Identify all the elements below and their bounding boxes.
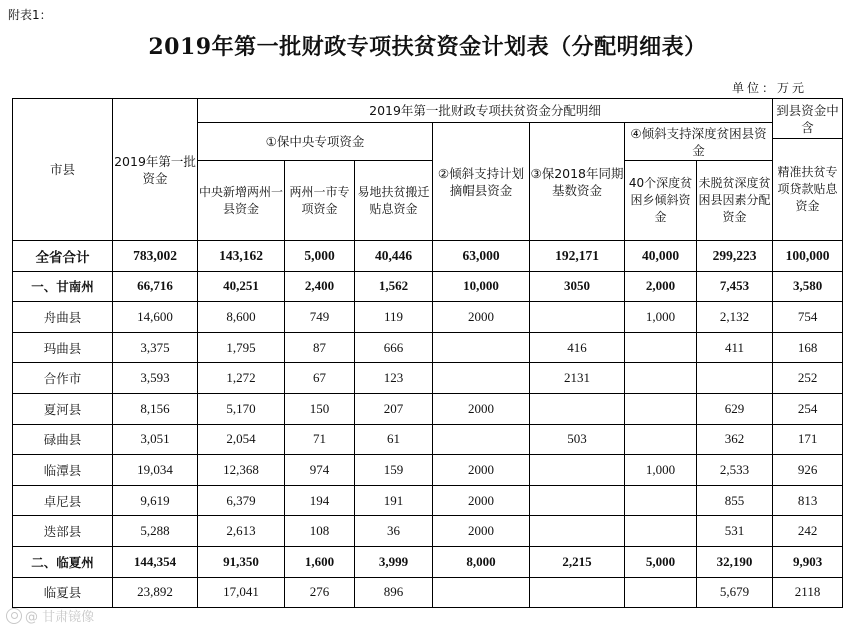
table-cell: 108 <box>285 516 355 547</box>
table-cell: 3,999 <box>355 546 433 577</box>
table-cell: 3050 <box>530 271 625 302</box>
table-cell: 2000 <box>433 393 530 424</box>
prefecture-row <box>13 271 843 302</box>
table-cell: 783,002 <box>113 241 198 272</box>
table-row <box>13 424 843 455</box>
table-row <box>13 516 843 547</box>
unit-label: 单位：万元 <box>731 81 807 95</box>
table-cell: 12,368 <box>198 455 285 486</box>
total-row <box>13 241 843 272</box>
table-cell: 1,562 <box>355 271 433 302</box>
row-name-cell: 一、甘南州 <box>13 271 113 302</box>
table-cell: 2000 <box>433 485 530 516</box>
table-cell: 23,892 <box>113 577 198 608</box>
header-central-new: 中央新增两州一县资金 <box>198 161 285 241</box>
table-cell <box>697 363 773 394</box>
table-cell <box>625 393 697 424</box>
table-cell: 2000 <box>433 516 530 547</box>
table-cell <box>530 302 625 333</box>
table-cell <box>625 485 697 516</box>
row-name-cell: 卓尼县 <box>13 485 113 516</box>
table-cell: 119 <box>355 302 433 333</box>
table-cell: 100,000 <box>773 241 843 272</box>
table-cell: 123 <box>355 363 433 394</box>
prefecture-row <box>13 546 843 577</box>
table-cell: 144,354 <box>113 546 198 577</box>
table-header <box>13 99 843 241</box>
table-cell <box>625 577 697 608</box>
table-cell <box>433 424 530 455</box>
table-cell: 67 <box>285 363 355 394</box>
row-name-cell: 碌曲县 <box>13 424 113 455</box>
table-cell: 9,903 <box>773 546 843 577</box>
table-cell: 168 <box>773 332 843 363</box>
page-title: 2019年第一批财政专项扶贫资金计划表（分配明细表） <box>148 34 707 60</box>
table-cell: 1,600 <box>285 546 355 577</box>
table-cell: 5,679 <box>697 577 773 608</box>
table-cell: 276 <box>285 577 355 608</box>
table-cell: 61 <box>355 424 433 455</box>
table-cell: 91,350 <box>198 546 285 577</box>
header-two-states: 两州一市专项资金 <box>285 161 355 241</box>
table-cell: 926 <box>773 455 843 486</box>
header-county-group: 到县资金中含 <box>773 99 843 139</box>
table-cell: 299,223 <box>697 241 773 272</box>
row-name-cell: 临夏县 <box>13 577 113 608</box>
watermark <box>6 606 94 625</box>
table-cell: 666 <box>355 332 433 363</box>
table-cell: 3,051 <box>113 424 198 455</box>
table-cell <box>625 332 697 363</box>
table-cell: 7,453 <box>697 271 773 302</box>
table-cell: 2,215 <box>530 546 625 577</box>
table-cell: 2,132 <box>697 302 773 333</box>
table-cell: 8,000 <box>433 546 530 577</box>
row-name-cell: 夏河县 <box>13 393 113 424</box>
row-name-cell: 全省合计 <box>13 241 113 272</box>
table-cell: 40,251 <box>198 271 285 302</box>
header-precise-loan: 精准扶贫专项贷款贴息资金 <box>773 139 843 241</box>
table-row <box>13 455 843 486</box>
table-cell: 2000 <box>433 455 530 486</box>
table-cell: 1,795 <box>198 332 285 363</box>
table-cell <box>433 363 530 394</box>
table-cell: 32,190 <box>697 546 773 577</box>
table-cell: 896 <box>355 577 433 608</box>
table-row <box>13 363 843 394</box>
header-base-2018: ③保2018年同期基数资金 <box>530 123 625 241</box>
table-cell: 3,593 <box>113 363 198 394</box>
table-cell: 10,000 <box>433 271 530 302</box>
table-cell: 749 <box>285 302 355 333</box>
table-cell: 66,716 <box>113 271 198 302</box>
row-name-cell: 二、临夏州 <box>13 546 113 577</box>
table-cell: 159 <box>355 455 433 486</box>
row-name-cell: 玛曲县 <box>13 332 113 363</box>
table-cell: 5,288 <box>113 516 198 547</box>
header-batch1: 2019年第一批资金 <box>113 99 198 241</box>
table-cell: 17,041 <box>198 577 285 608</box>
table-row <box>13 577 843 608</box>
table-cell <box>625 363 697 394</box>
table-cell: 254 <box>773 393 843 424</box>
table-cell: 5,000 <box>285 241 355 272</box>
table-cell: 191 <box>355 485 433 516</box>
table-cell: 411 <box>697 332 773 363</box>
table-cell: 40,446 <box>355 241 433 272</box>
allocation-table <box>12 98 843 608</box>
table-cell <box>530 455 625 486</box>
table-cell: 63,000 <box>433 241 530 272</box>
table-cell <box>530 485 625 516</box>
table-cell: 192,171 <box>530 241 625 272</box>
table-cell: 2131 <box>530 363 625 394</box>
table-cell: 503 <box>530 424 625 455</box>
table-cell: 5,170 <box>198 393 285 424</box>
table-cell: 40,000 <box>625 241 697 272</box>
watermark-text: @ 甘肃镜像 <box>25 610 95 625</box>
table-cell: 2,533 <box>697 455 773 486</box>
table-cell: 19,034 <box>113 455 198 486</box>
table-cell: 71 <box>285 424 355 455</box>
watermark-logo-icon <box>6 608 22 624</box>
table-cell: 974 <box>285 455 355 486</box>
header-city: 市县 <box>13 99 113 241</box>
header-relocation: 易地扶贫搬迁贴息资金 <box>355 161 433 241</box>
table-cell: 36 <box>355 516 433 547</box>
header-deep-factor: 未脱贫深度贫困县因素分配资金 <box>697 161 773 241</box>
table-cell: 8,156 <box>113 393 198 424</box>
table-cell: 362 <box>697 424 773 455</box>
table-cell: 87 <box>285 332 355 363</box>
table-cell: 5,000 <box>625 546 697 577</box>
header-deep-40: 40个深度贫困乡倾斜资金 <box>625 161 697 241</box>
table-cell <box>625 516 697 547</box>
header-deep-group: ④倾斜支持深度贫困县资金 <box>625 123 773 161</box>
table-cell <box>433 577 530 608</box>
table-cell: 3,580 <box>773 271 843 302</box>
table-cell <box>433 332 530 363</box>
table-body <box>13 241 843 608</box>
table-row <box>13 393 843 424</box>
row-name-cell: 迭部县 <box>13 516 113 547</box>
table-cell: 2,000 <box>625 271 697 302</box>
header-central-group: ①保中央专项资金 <box>198 123 433 161</box>
table-cell <box>530 516 625 547</box>
table-cell: 143,162 <box>198 241 285 272</box>
table-cell: 2,054 <box>198 424 285 455</box>
table-row <box>13 332 843 363</box>
table-cell: 207 <box>355 393 433 424</box>
table-cell <box>530 393 625 424</box>
row-name-cell: 合作市 <box>13 363 113 394</box>
table-cell: 14,600 <box>113 302 198 333</box>
table-row <box>13 302 843 333</box>
table-cell: 8,600 <box>198 302 285 333</box>
table-cell <box>530 577 625 608</box>
row-name-cell: 临潭县 <box>13 455 113 486</box>
table-cell: 150 <box>285 393 355 424</box>
table-cell: 1,272 <box>198 363 285 394</box>
table-cell: 252 <box>773 363 843 394</box>
table-cell: 416 <box>530 332 625 363</box>
table-cell: 9,619 <box>113 485 198 516</box>
header-detail-group: 2019年第一批财政专项扶贫资金分配明细 <box>198 99 773 123</box>
table-cell: 813 <box>773 485 843 516</box>
table-cell: 754 <box>773 302 843 333</box>
table-cell: 2,613 <box>198 516 285 547</box>
header-tilt-support: ②倾斜支持计划摘帽县资金 <box>433 123 530 241</box>
table-cell <box>625 424 697 455</box>
table-cell: 194 <box>285 485 355 516</box>
table-cell: 2000 <box>433 302 530 333</box>
table-cell: 531 <box>697 516 773 547</box>
table-cell: 242 <box>773 516 843 547</box>
row-name-cell: 舟曲县 <box>13 302 113 333</box>
table-cell: 1,000 <box>625 455 697 486</box>
table-cell: 1,000 <box>625 302 697 333</box>
table-cell: 855 <box>697 485 773 516</box>
table-cell: 629 <box>697 393 773 424</box>
table-cell: 171 <box>773 424 843 455</box>
table-cell: 2118 <box>773 577 843 608</box>
table-cell: 3,375 <box>113 332 198 363</box>
table-cell: 6,379 <box>198 485 285 516</box>
attachment-label: 附表1： <box>8 8 52 22</box>
table-cell: 2,400 <box>285 271 355 302</box>
table-row <box>13 485 843 516</box>
